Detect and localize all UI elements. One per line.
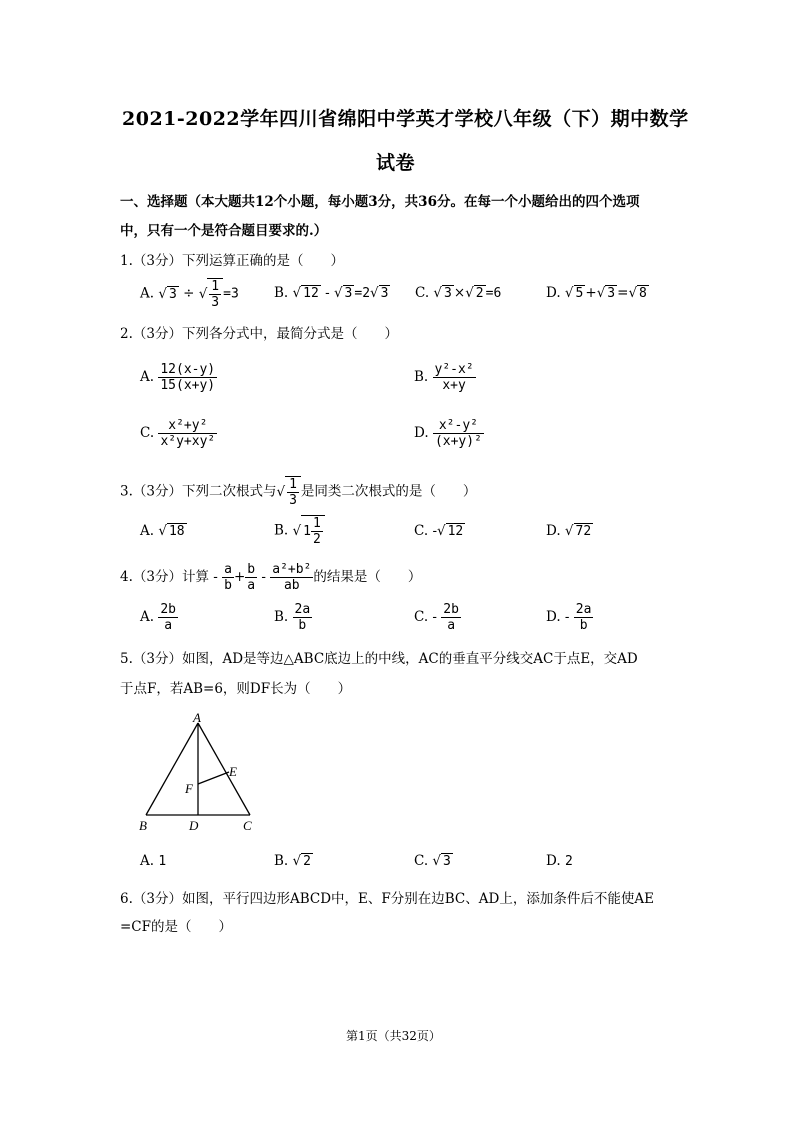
q5-option-d: D. 2 bbox=[546, 853, 573, 869]
q1-option-d: D. √ 5 +√ 3 =√ 8 bbox=[546, 285, 647, 301]
q2-option-b: B. $\frac{\text{y²-x²}}{x+y}$ bbox=[414, 362, 474, 393]
q3-option-c: C. -√ 12 bbox=[414, 523, 464, 539]
q1-option-b: B. √ 12 - √ 3 =2√ 3 bbox=[274, 285, 389, 301]
option-label: A. bbox=[140, 285, 155, 302]
q2-option-c: C. $\frac{\text{x²+y²}}{\text{x²y+xy²}}$ bbox=[140, 418, 216, 449]
q2-stem: 2.（3分）下列各分式中，最简分式是（ ） bbox=[120, 326, 398, 342]
sqrt-fraction: √ $\frac{1}{3}$ bbox=[199, 278, 223, 310]
point-label-c: C bbox=[243, 818, 252, 833]
point-label-e: E bbox=[229, 764, 237, 779]
q5-triangle-figure bbox=[130, 708, 270, 838]
q3-option-b: B. √ 1 $\frac{1}{2}$ bbox=[274, 515, 325, 547]
sqrt-sign: √ 3 bbox=[158, 286, 177, 302]
doc-title-line1: 2021-2022学年四川省绵阳中学英才学校八年级（下）期中数学 bbox=[122, 108, 689, 130]
q2-option-d: D. $\frac{\text{x²-y²}}{\text{(x+y)²}}$ bbox=[414, 418, 482, 449]
q2-option-a: A. $\frac{12(x-y)}{15(x+y)}$ bbox=[140, 362, 216, 393]
q1-stem: 1.（3分）下列运算正确的是（ ） bbox=[120, 253, 344, 269]
q1-option-c: C. √ 3 ×√ 2 =6 bbox=[415, 285, 502, 301]
q4-option-d: D. - $\frac{2a}{b}$ bbox=[546, 602, 592, 633]
q4-option-b: B. $\frac{2a}{b}$ bbox=[274, 602, 311, 633]
q5-stem-line2: 于点F，若AB=6，则DF长为（ ） bbox=[120, 681, 352, 697]
q4-option-c: C. - $\frac{2b}{a}$ bbox=[414, 602, 459, 633]
point-label-f: F bbox=[185, 781, 193, 796]
section-heading-line2: 中，只有一个是符合题目要求的.） bbox=[120, 223, 328, 239]
q5-option-a: A. 1 bbox=[140, 853, 167, 869]
q3-option-a: A. √ 18 bbox=[140, 523, 185, 539]
section-heading-line1: 一、选择题（本大题共12个小题，每小题3分，共36分。在每一个小题给出的四个选项 bbox=[120, 194, 640, 210]
q5-stem-line1: 5.（3分）如图，AD是等边△ABC底边上的中线，AC的垂直平分线交AC于点E，交AD bbox=[120, 651, 638, 667]
q4-option-a: A. $\frac{2b}{a}$ bbox=[140, 602, 176, 633]
page-footer: 第1页（共32页） bbox=[346, 1029, 441, 1043]
point-label-d: D bbox=[189, 818, 199, 833]
q5-option-b: B. √ 2 bbox=[274, 853, 311, 869]
q3-option-d: D. √ 72 bbox=[546, 523, 592, 539]
q5-option-c: C. √ 3 bbox=[414, 853, 451, 869]
q3-stem: 3.（3分）下列二次根式与√ $\frac{1}{3}$ 是同类二次根式的是（ ） bbox=[120, 477, 477, 508]
q4-stem: 4.（3分）计算 - $\frac{a}{b}$ + $\frac{b}{a}$ - $\frac{\text{a²+b²}}{ab}$ 的结果是（ ） bbox=[120, 562, 422, 593]
q6-stem-line2: =CF的是（ ） bbox=[120, 919, 233, 935]
q1-option-a: A. √ 3 ÷ √ $\frac{1}{3}$ =3 bbox=[140, 279, 239, 310]
point-label-a: A bbox=[193, 710, 201, 725]
q6-stem-line1: 6.（3分）如图，平行四边形ABCD中，E、F分别在边BC、AD上，添加条件后不能使AE bbox=[120, 891, 654, 907]
point-label-b: B bbox=[139, 818, 147, 833]
doc-title-line2: 试卷 bbox=[376, 152, 416, 174]
